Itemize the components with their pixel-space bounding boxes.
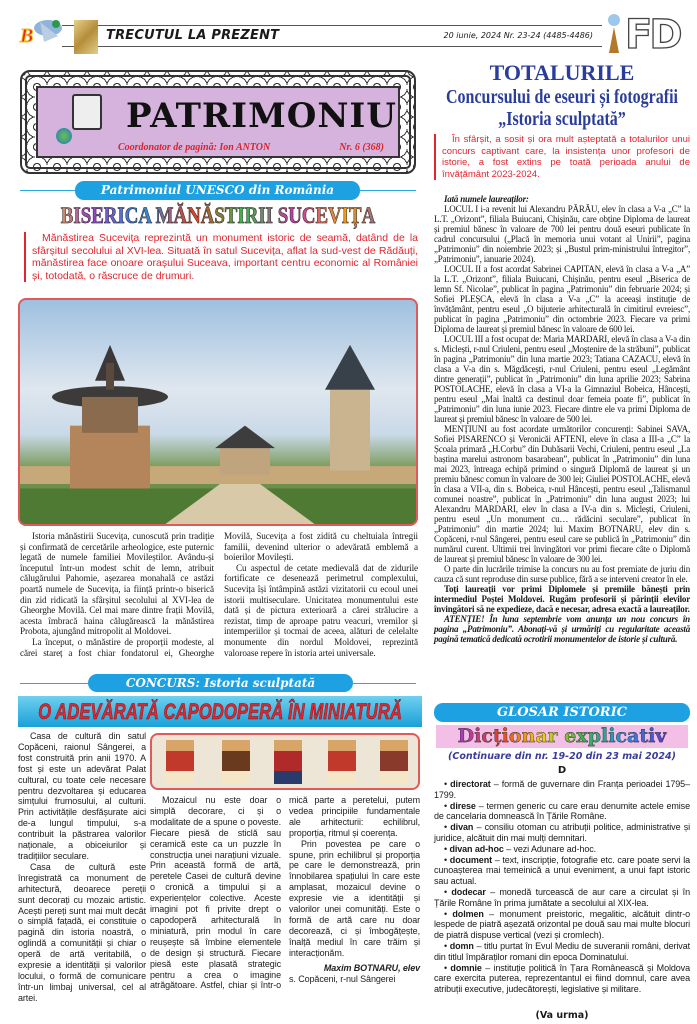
paragraph: LOCUL II a fost acordat Sabrinei CAPITAN, elevă în clasa a V-a „A” la L.T. „Orizont”, filiala Buiucani, Chișinău, pentru eseul „Biserica de lemn Sf. Nicolae”, publicat în pagina „Patrimoniu” din februarie 2024; și Sofiei PLEȘCA, elevă în clasa a V-a „C” la aceeași instituție de învățământ, pentru eseul „O bijuterie arhitecturală în cimitirul evreiesc”, publicat în pagina „Patrimoniu” din octombrie 2023. Fiecare va primi Diploma de laureat și premiul bănesc în valoare de 600 lei. — [434, 264, 690, 334]
glossary-definition: – text, inscripție, fotografie etc. care poate servi la cunoașterea mai temeinică a unui eveniment, a unui fapt istoric sau actual. — [434, 854, 691, 887]
scroll-icon — [72, 94, 102, 130]
glossary-entry: • directorat – formă de guvernare din Franța perioadei 1795–1799. — [434, 779, 690, 800]
paragraph: Cu aspectul de cetate medievală dat de zidurile fortificate ce desenează perimetrul complexului, Sucevița își întâmpină astăzi vizitatorii cu ecoul unei istorii multiseculare. Unicitatea monumentului este dată și de pictura exterioară a cărei strălucire a rezistat, timp de aproape patru veacuri, vremilor și intemperiilor și tocmai de aceea, alături de celelalte monumente din nordul Moldovei, reprezintă valoroase repere în istoria artei universale. — [224, 562, 418, 658]
results-subtitle: Concursului de eseuri și fotografii „Istoria sculptată” — [446, 86, 678, 130]
newspaper-logo — [18, 12, 68, 52]
kicker-glossary: GLOSAR ISTORIC — [434, 703, 690, 722]
paragraph: O parte din lucrările trimise la concurs nu au fost premiate de juriu din cauza că sunt reproduse din surse publice, fără a se interveni creator în ele. — [434, 564, 690, 584]
glossary-term: dolmen — [452, 908, 484, 919]
paragraph: Casa de cultură din satul Copăceni, raionul Sângerei, a fost construită prin anii 1970. A fost și este un adevărat Palat cultural, cu toate cele necesare pentru dezvoltarea și educarea simțului frumosului, al culturii. Prin activitățile desfășurate aici de-a lungul timpului, s-a contribuit la păstrarea valorilor naționale, a obiceiurilor și tradițiilor seculare. — [18, 731, 146, 861]
glossary-title-box — [436, 725, 688, 748]
glossary-term: divan — [450, 822, 474, 833]
glossary-definition: – monument preistoric, megalitic, alcătuit dintr-o lespede de piatră așezată orizontal pe două sau mai multe blocuri de piatră dispuse vertical (vezi și cromlech). — [434, 908, 690, 941]
glossary-definition: – consiliu otoman cu atribuții politice, administrative și juridice, alcătuit din mai mulți demnitari. — [434, 822, 690, 843]
paragraph: Prin povestea pe care o spune, prin echilibrul și proporția pe care le demonstrează, prin înnobilarea spațiului în care este amplasat, mozaicul devine o expresie vie a identității și valorilor unei comunități. Este o formă de artă care nu doar decorează, ci și îmbogățește, înalță mediul în care trăim și interacționăm. — [289, 838, 420, 958]
article-columns-2-3 — [150, 795, 420, 991]
glossary-title: Dicționar explicativ — [457, 725, 667, 747]
glossary-term: document — [449, 854, 492, 865]
bold-note: Toți laureații vor primi Diplomele și premiile bănești prin intermediul Poștei Moldovei. Rugăm profesorii și părinții elevilor învingători să ne expedieze, dacă e necesar, adresa exactă a laureaților. — [434, 584, 690, 614]
article-intro: Mănăstirea Sucevița reprezintă un monument istoric de seamă, datând de la sfârșitul secolului al XVI-lea. Situată în satul Sucevița, aflat la sud-vest de Rădăuți, mănăstirea face onoare orașului Suceava, important centru economic al României și, totodată, o răscruce de drumuri. — [24, 232, 418, 282]
glossary-term: directorat — [450, 779, 491, 789]
glossary-term: domnie — [450, 962, 482, 973]
paragraph: LOCUL I i-a revenit lui Alexandru PĂRĂU, elev în clasa a V-a „C” la L.T. „Orizont”, filiala Buiucani, Chișinău, care obține Diploma de laureat și premiul bănesc în valoare de 700 lei pentru două eseuri publicate în cadrul concursului („Placă în memoria unui votant al Unirii”, pagina „Patrimoniu” din noiembrie 2023; și „Bustul prim-ministrului întregitor”, „Patrimoniu”, ianuarie 2024). — [434, 204, 690, 264]
svg-text:B: B — [20, 25, 34, 47]
header-rule — [62, 25, 602, 26]
to-be-continued: (Va urma) — [535, 1010, 589, 1021]
glossary-term: domn — [449, 940, 474, 951]
lamp-icon — [607, 13, 621, 55]
glossary-entry: • document – text, inscripție, fotografie etc. care poate servi la cunoașterea mai temeinică a unui eveniment, a unui fapt istoric sau actual. — [434, 854, 691, 887]
article-title: BISERICA MĂNĂSTIRII SUCEVIȚA — [39, 203, 397, 229]
glossary-entry: • divan – consiliu otoman cu atribuții politice, administrative și juridice, alcătuit din mai mulți demnitari. — [434, 822, 690, 843]
glossary-term: divan ad-hoc — [449, 843, 504, 854]
paragraph: LOCUL III a fost ocupat de: Maria MARDARI, elevă în clasa a V-a din s. Miclești, r-nul Criuleni, pentru eseul „Moștenire de la străbuni”, publicat în pagina „Patrimoniu” din luna martie 2023; Tatiana CAZACU, elevă în clasa a V-a din s. Măgdăcești, r-nul Criuleni, pentru eseul „Legământ dintre generații”, publicat în „Patrimoniu” din luna aprilie 2023; Sabrina POSTOLACHE, elevă în clasa a VI-a la Gimnaziul Bobeica, Hâncești, pentru eseul „Mai înaltă ca destinul doar femeia poate fi”, publicat în „Patrimoniu” din luna iunie 2023. Fiecare dintre ele va primi Diploma de laureat și premiul bănesc în valoare de 500 lei. — [434, 334, 690, 424]
results-lead: Iată numele laureaților: — [444, 194, 529, 204]
glossary-definition: – termen generic cu care erau denumite actele emise de cancelaria domnească în Țările Române. — [434, 800, 690, 822]
kicker-concurs: CONCURS: Istoria sculptată — [88, 674, 353, 692]
header-rule — [62, 46, 602, 47]
page-number: Nr. 6 (368) — [339, 142, 384, 153]
article-title: O ADEVĂRATĂ CAPODOPERĂ ÎN MINIATURĂ — [38, 699, 402, 724]
article-column-1 — [18, 731, 146, 1004]
glossary-definition: – vezi Adunare ad-hoc. — [503, 843, 597, 854]
glossary-definition: – formă de guvernare din Franța perioadei 1795–1799. — [434, 779, 690, 800]
monastery-photo — [18, 298, 418, 526]
section-title: TRECUTUL LA PREZENT — [106, 28, 280, 43]
patrimoniu-banner — [20, 70, 416, 174]
fd-logo: FD — [625, 12, 680, 58]
globe-icon — [56, 128, 72, 144]
glossary-term: dodecar — [451, 886, 486, 897]
article-title-banner — [18, 696, 422, 727]
mosaic-photo — [150, 733, 420, 790]
glossary-continuation: (Continuare din nr. 19-20 din 23 mai 2024) — [448, 751, 676, 762]
glossary-list — [434, 779, 690, 995]
page-title: PATRIMONIU — [126, 96, 397, 136]
italic-note: ATENȚIE! În luna septembrie vom anunța un nou concurs în pagina „Patrimoniu”. Abonați-vă și urmăriți cu regularitate această pagină tematică dedicată ocrotirii monumentelor de istorie și cultură. — [434, 614, 690, 644]
author: Maxim BOTNARU, elev — [323, 962, 420, 973]
glossary-definition: – instituție politică în Țara Românească și Moldova care exercita puterea, reprezentantul ei fiind domnul, care avea atribuții executive, judecătorești, legislative și militare. — [434, 962, 690, 995]
glossary-definition: – monedă turcească de aur care a circulat și în Țările Române în prima jumătate a secolului al XIX-lea. — [434, 886, 690, 908]
glossary-entry: • direse – termen generic cu care erau denumite actele emise de cancelaria domnească în Țările Române. — [434, 800, 690, 822]
glossary-entry: • divan ad-hoc – vezi Adunare ad-hoc. — [444, 843, 597, 854]
glossary-entry: • dodecar – monedă turcească de aur care a circulat și în Țările Române în prima jumătate a secolului al XIX-lea. — [434, 886, 690, 908]
paragraph: Mozaicul nu este doar o simplă decorare, ci și o modalitate de a spune o poveste. Fiecare piesă de sticlă sau ceramică este ca un puzzle în construcția unei narațiuni vizuale. Prin această formă de artă, peretele Casei de cultură devine o cronică a timpului și a experiențelor colective. Aceste imagini pot fi privite drept o capodoperă arhitecturală în miniatură, prin modul în care reușește să îmbine elementele de design și structură. Fiecare piesă este plasată strategic pentru a crea o imagine atrăgătoare. Astfel, chiar și într-o mică parte a peretelui, putem vedea principiile fundamentale ale arhitecturii: echilibrul, proporția, ritmul și coerența. — [150, 795, 420, 991]
gold-plaque-icon — [74, 20, 98, 54]
results-title: TOTALURILE — [489, 60, 635, 85]
paragraph: La început, o mănăstire de proporții modeste, al cărei stareț a fost chiar fondatorul ei, Gheorghe Movilă, Sucevița a fost zidită cu cheltuiala întregii familii, devenind ulterior o adevărată emblemă a boierilor Movilești. — [20, 531, 418, 658]
issue-date: 20 iunie, 2024 Nr. 23-24 (4485-4486) — [443, 31, 593, 40]
paragraph: MENȚIUNI au fost acordate următorilor concurenți: Sabinei SAVA, Sofiei PISARENCO și Veronicăi AFTENI, eleve în clasa a III-a „C” la Școala primară „H.Corbu” din Dubăsarii Vechi, Criuleni, pentru eseul „La baștina marelui astronom basarabean”, publicat în „Patrimoniu” din luna mai 2023, întreaga echipă primind o singură Diplomă de laureat și un premiu bănesc comun în valoare de 300 lei; Giuliei POSTOLACHE, elevă în clasa a VII-a, din s. Bobeica, r-nul Hâncești, pentru eseul „Talismanul comunei noastre”, publicat în „Patrimoniu” din luna august 2023; lui Alexandru MARDARI, elev în clasa a IV-a din s. Miclești, Criuleni, pentru eseul „Un monument cu… rădăcini seculare”, publicat în „Patrimoniu” din martie 2024; lui Maxim BOTNARU, elev din s. Copăceni, r-nul Sângerei, pentru eseul care se publică în „Patrimoniu” din numărul curent. Ultimii trei învingători vor primi fiecare câte o Diplomă de laureat și premiul bănesc în valoare de 300 lei. — [434, 424, 690, 564]
coordinator: Coordonator de pagină: Ion ANTON — [118, 142, 271, 153]
glossary-term: direse — [449, 800, 476, 811]
glossary-entry: • domnie – instituție politică în Țara Românească și Moldova care exercita puterea, reprezentantul ei fiind domnul, care avea atribuții executive, judecătorești, legislative și militare. — [434, 962, 690, 995]
glossary-entry: • dolmen – monument preistoric, megalitic, alcătuit dintr-o lespede de piatră așezată orizontal pe două sau mai multe blocuri de piatră dispuse vertical (vezi și cromlech). — [434, 908, 690, 941]
kicker-unesco: Patrimoniul UNESCO din România — [75, 181, 360, 200]
article-columns — [20, 531, 418, 658]
glossary-entry: • domn – titlu purtat în Evul Mediu de suveranii români, derivat din titlul împăraților romani din epoca Dominatului. — [434, 940, 691, 962]
paragraph: Istoria mănăstirii Sucevița, cunoscută prin tradiție și confirmată de cercetările arheologice, este puternic legată de numele familiei Movileștilor. Avându-și începutul într-un modest schit de lemn, atribuit călugărului Pahomie, așezarea monahală ce astăzi poartă numele de Sucevița, ia ființă printr-o biserică din zid ridicată la sfârșitul secolului al XVI-lea de Gheorghe Movilă. Cel mai mare dintre frații Movilă, acesta îmbracă haina călugărească la mănăstirea Probota, ajungând mitropolit al Moldovei. — [20, 531, 214, 637]
author-place: s. Copăceni, r-nul Sângerei — [289, 973, 396, 984]
paragraph: Casa de cultură este înregistrată ca monument de arhitectură, deoarece pereții sunt decorați cu mozaic artistic. Acești pereți sunt mai mult decât o simplă fațadă, ei constituie o pagină din istoria noastră, o oglindă a comunității și chiar o operă de artă veritabilă, o expresie a identității și valorilor locului, o formă de comunicare într-un limbaj universal, cel al artei. — [18, 861, 146, 1003]
glossary-letter: D — [557, 765, 567, 776]
results-intro: În sfârșit, a sosit și ora mult așteptată a totalurilor unui concurs captivant care, la insistența unor profesori de istorie, a fost extins pe toată perioada anului de învățământ 2023-2024. — [434, 134, 690, 180]
glossary-definition: – titlu purtat în Evul Mediu de suveranii români, derivat din titlul împăraților romani din epoca Dominatului. — [434, 940, 691, 962]
results-body — [434, 194, 690, 644]
